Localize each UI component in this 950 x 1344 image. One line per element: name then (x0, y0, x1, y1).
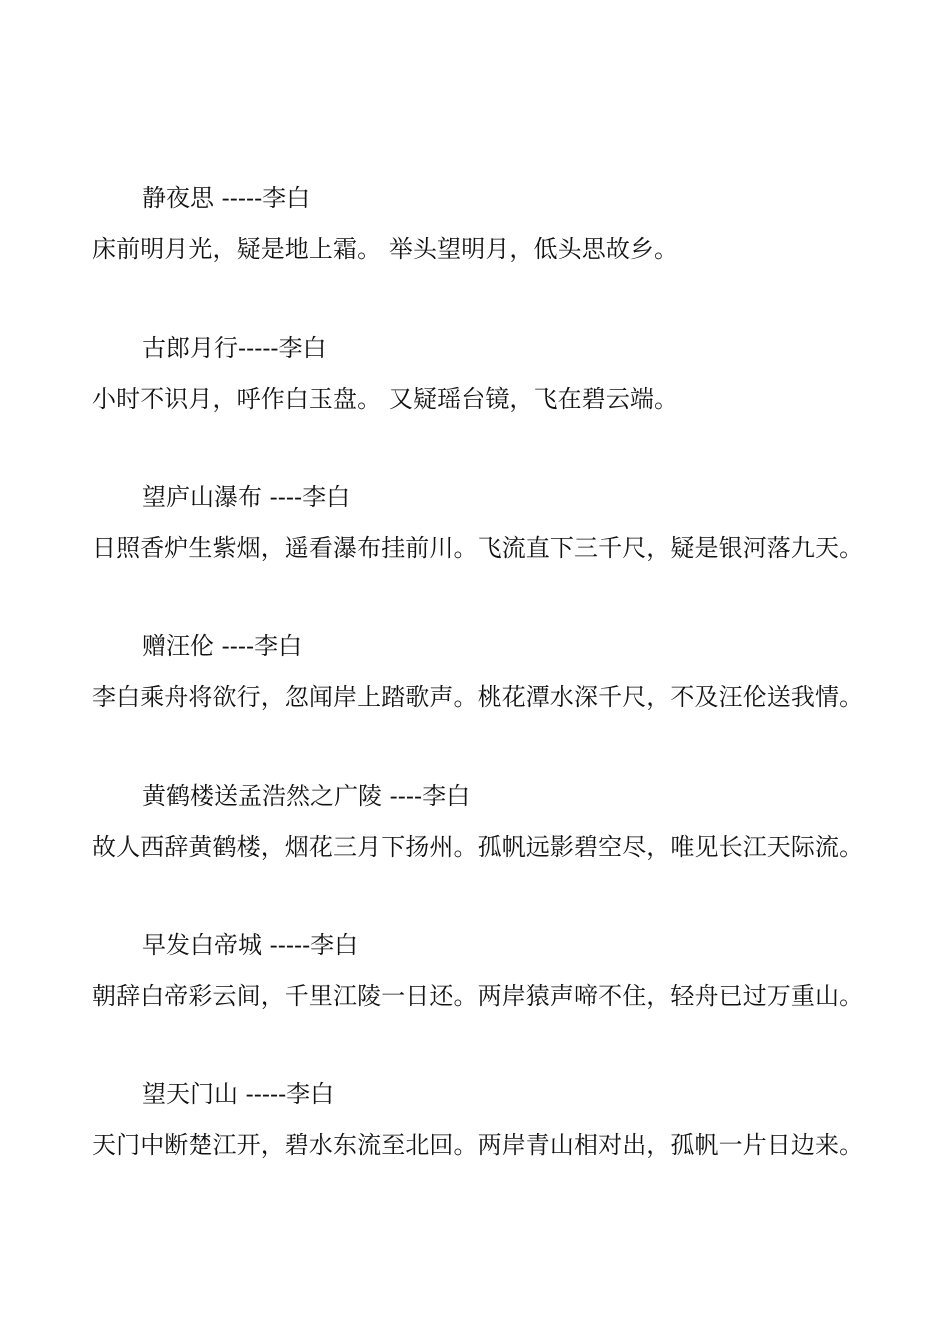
poem-title: 静夜思 -----李白 (142, 184, 311, 212)
poem-body: 床前明月光，疑是地上霜。 举头望明月，低头思故乡。 (92, 235, 679, 263)
poem-body: 故人西辞黄鹤楼，烟花三月下扬州。孤帆远影碧空尽，唯见长江天际流。 (92, 833, 864, 861)
poem-body: 小时不识月，呼作白玉盘。 又疑瑶台镜，飞在碧云端。 (92, 385, 679, 413)
poem-title: 古郎月行-----李白 (142, 334, 327, 362)
poem-title: 早发白帝城 -----李白 (142, 931, 359, 959)
poem-title: 望天门山 -----李白 (142, 1080, 335, 1108)
poem-body: 天门中断楚江开，碧水东流至北回。两岸青山相对出，孤帆一片日边来。 (92, 1131, 864, 1159)
poem-title: 赠汪伦 ----李白 (142, 632, 303, 660)
poem-body: 日照香炉生紫烟，遥看瀑布挂前川。飞流直下三千尺，疑是银河落九天。 (92, 534, 864, 562)
poem-title: 黄鹤楼送孟浩然之广陵 ----李白 (142, 782, 471, 810)
poem-body: 李白乘舟将欲行，忽闻岸上踏歌声。桃花潭水深千尺，不及汪伦送我情。 (92, 683, 864, 711)
poem-title: 望庐山瀑布 ----李白 (142, 483, 351, 511)
poem-body: 朝辞白帝彩云间，千里江陵一日还。两岸猿声啼不住，轻舟已过万重山。 (92, 982, 864, 1010)
